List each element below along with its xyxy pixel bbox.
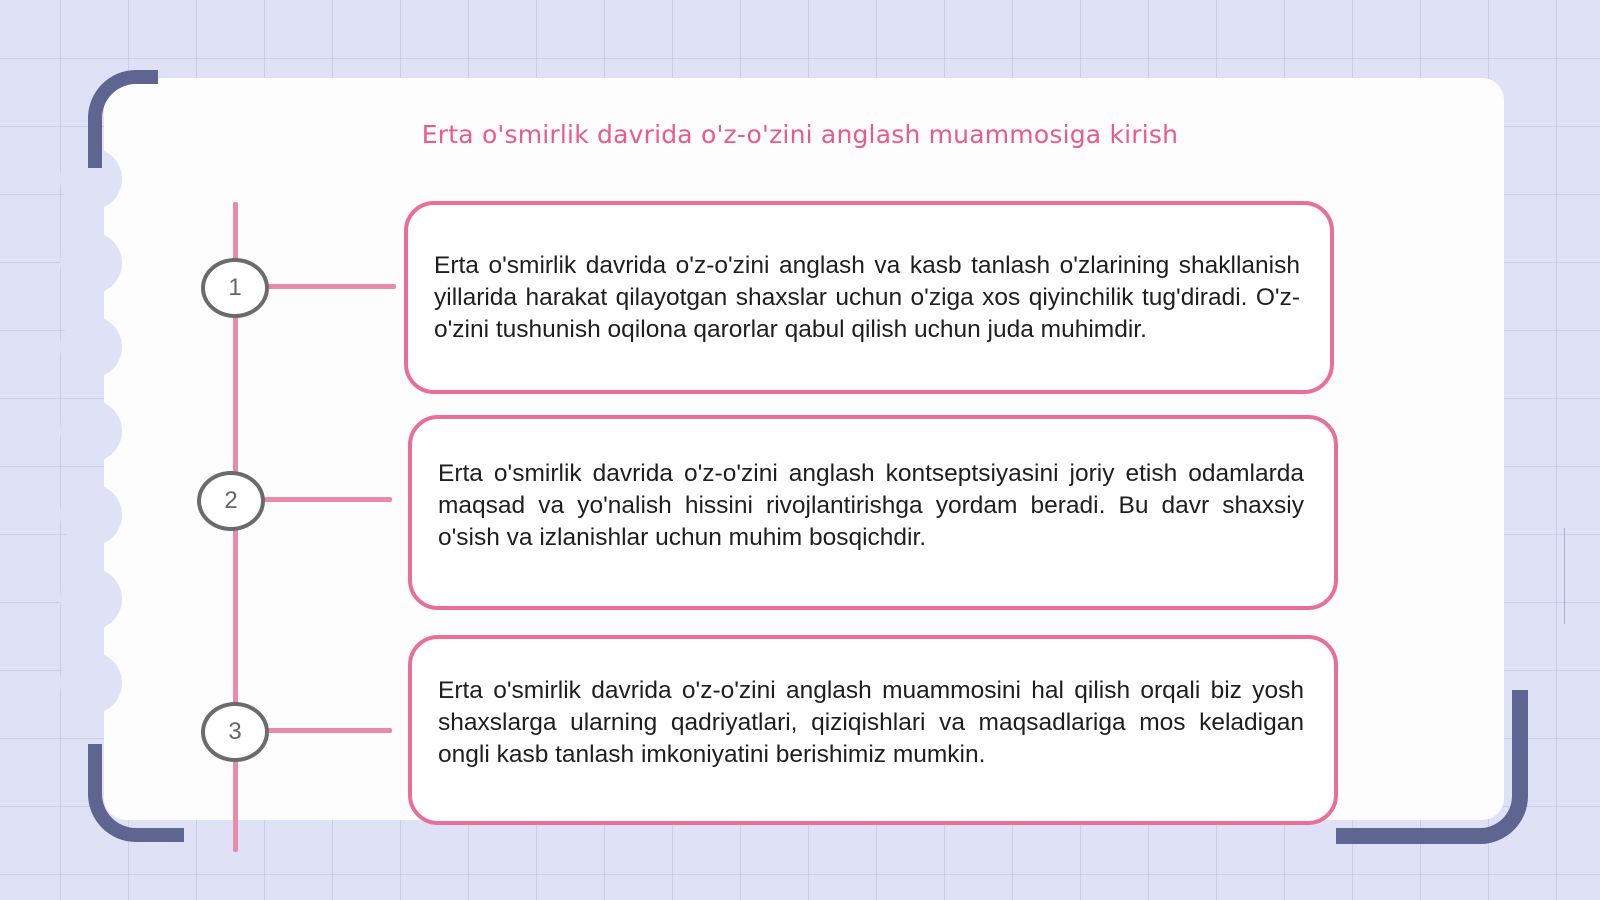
info-card-text-2: Erta o'smirlik davrida o'z-o'zini anglash kontseptsiyasini joriy etish odamlarda maqsad va yo'nalish hissini rivojlantirishga yordam beradi. Bu davr shaxsiy o'sish va izlanishlar uchun muhim bosqichdir.: [438, 459, 1304, 551]
timeline-connector-3: [266, 728, 392, 733]
sheet-scallop: [60, 232, 122, 294]
info-card-2: [408, 415, 1338, 610]
corner-bracket-bottom-right: [1336, 690, 1528, 844]
slide-title: Erta o'smirlik davrida o'z-o'zini anglash muammosiga kirish: [421, 120, 1179, 149]
sheet-scallop: [60, 316, 122, 378]
step-number-1: 1: [201, 258, 269, 318]
step-number-3: 3: [201, 702, 269, 762]
timeline-connector-1: [266, 284, 396, 289]
sheet-scallop: [60, 568, 122, 630]
info-card-text-3: Erta o'smirlik davrida o'z-o'zini anglash muammosini hal qilish orqali biz yosh shaxslarga ularning qadriyatlari, qiziqishlari va maqsadlariga mos keladigan ongli kasb tanlash imkoniyatini berishimiz mumkin.: [438, 677, 1304, 768]
info-card-3: [408, 635, 1338, 825]
timeline-connector-2: [262, 497, 392, 502]
info-card-1: [404, 201, 1334, 394]
sheet-scallop: [60, 484, 122, 546]
corner-bracket-bottom-left: [88, 744, 184, 842]
sheet-scallop: [60, 652, 122, 714]
sheet-scallop: [60, 400, 122, 462]
corner-bracket-top-left: [88, 70, 158, 168]
step-number-2: 2: [197, 471, 265, 531]
info-card-text-1: Erta o'smirlik davrida o'z-o'zini anglash va kasb tanlash o'zlarining shakllanish yillarida harakat qilayotgan shaxslar uchun o'ziga xos qiyinchilik tug'diradi. O'z-o'zini tushunish oqilona qarorlar qabul qilish uchun juda muhimdir.: [434, 251, 1300, 343]
decorative-tick: [1564, 528, 1565, 624]
